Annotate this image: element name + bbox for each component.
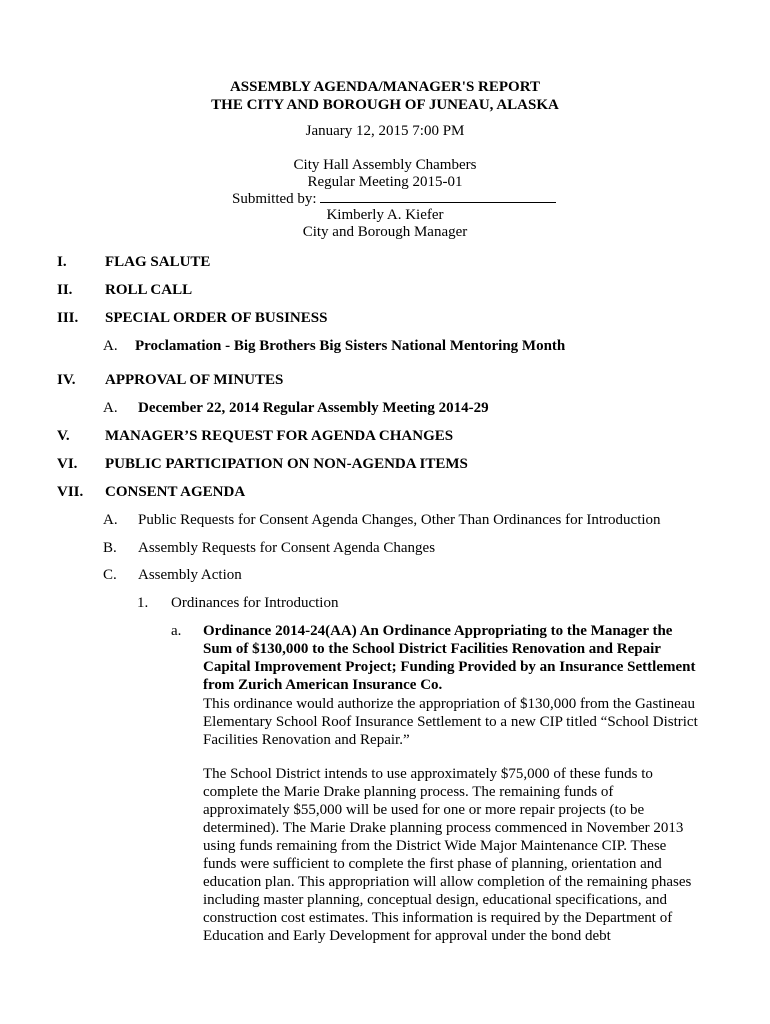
section-label: APPROVAL OF MINUTES bbox=[105, 372, 284, 388]
ordinance-title: Ordinance 2014-24(AA) An Ordinance Appropriating to the Manager the Sum of $130,000 to the School District Facilities Renovation and Repair Capital Improvement Project; Funding Provided by an Insurance Settlement from Zurich American Insurance Co. bbox=[203, 623, 696, 693]
manager-title: City and Borough Manager bbox=[302, 224, 468, 240]
section-number: I. bbox=[57, 254, 67, 270]
section-label: PUBLIC PARTICIPATION ON NON-AGENDA ITEMS bbox=[105, 456, 468, 472]
section-number: V. bbox=[57, 428, 70, 444]
section-number: III. bbox=[57, 310, 79, 326]
section-number: VI. bbox=[57, 456, 78, 472]
meeting-date: January 12, 2015 7:00 PM bbox=[305, 123, 465, 139]
item-text: Assembly Requests for Consent Agenda Changes bbox=[138, 540, 436, 556]
section-number: II. bbox=[57, 282, 73, 298]
item-text: Public Requests for Consent Agenda Changes, Other Than Ordinances for Introduction bbox=[138, 512, 661, 528]
item-text: December 22, 2014 Regular Assembly Meeting 2014-29 bbox=[138, 400, 489, 416]
section-label: MANAGER’S REQUEST FOR AGENDA CHANGES bbox=[105, 428, 454, 444]
section-label: ROLL CALL bbox=[105, 282, 193, 298]
ordinance-paragraph-2: The School District intends to use approximately $75,000 of these funds to complete the Marie Drake planning process. The remaining funds of approximately $55,000 will be used for one or more repair projects (to be determined). The Marie Drake planning process commenced in November 2013 using funds remaining from the District Wide Major Maintenance CIP. These funds were sufficient to complete the first phase of planning, orientation and education plan. This appropriation will allow completion of the remaining phases including master planning, conceptual design, educational specifications, and construction cost estimates. This information is required by the Department of Education and Early Development for approval under the bond debt bbox=[203, 766, 692, 944]
ordinance-paragraph-1: This ordinance would authorize the appropriation of $130,000 from the Gastineau Elementary School Roof Insurance Settlement to a new CIP titled “School District Facilities Renovation and Repair.” bbox=[203, 696, 698, 748]
item-letter: A. bbox=[103, 512, 118, 528]
section-label: FLAG SALUTE bbox=[105, 254, 211, 270]
section-label: CONSENT AGENDA bbox=[105, 484, 246, 500]
item-text: Assembly Action bbox=[138, 567, 242, 583]
section-number: VII. bbox=[57, 484, 84, 500]
section-number: IV. bbox=[57, 372, 76, 388]
item-text: Proclamation - Big Brothers Big Sisters National Mentoring Month bbox=[135, 338, 566, 354]
item-letter: A. bbox=[103, 338, 118, 354]
ordinance-letter: a. bbox=[171, 623, 182, 639]
item-letter: B. bbox=[103, 540, 117, 556]
signature-line bbox=[320, 190, 556, 203]
manager-name: Kimberly A. Kiefer bbox=[326, 207, 444, 223]
meeting-location: City Hall Assembly Chambers bbox=[293, 157, 477, 173]
item-number: 1. bbox=[137, 595, 149, 611]
section-label: SPECIAL ORDER OF BUSINESS bbox=[105, 310, 328, 326]
submitted-by-label: Submitted by: bbox=[232, 191, 317, 207]
submitted-by-line bbox=[232, 190, 556, 208]
item-letter: A. bbox=[103, 400, 118, 416]
item-letter: C. bbox=[103, 567, 117, 583]
item-text: Ordinances for Introduction bbox=[171, 595, 339, 611]
header-title-line2: THE CITY AND BOROUGH OF JUNEAU, ALASKA bbox=[211, 97, 559, 113]
header-title-line1: ASSEMBLY AGENDA/MANAGER'S REPORT bbox=[229, 79, 541, 95]
meeting-number: Regular Meeting 2015-01 bbox=[307, 174, 463, 190]
